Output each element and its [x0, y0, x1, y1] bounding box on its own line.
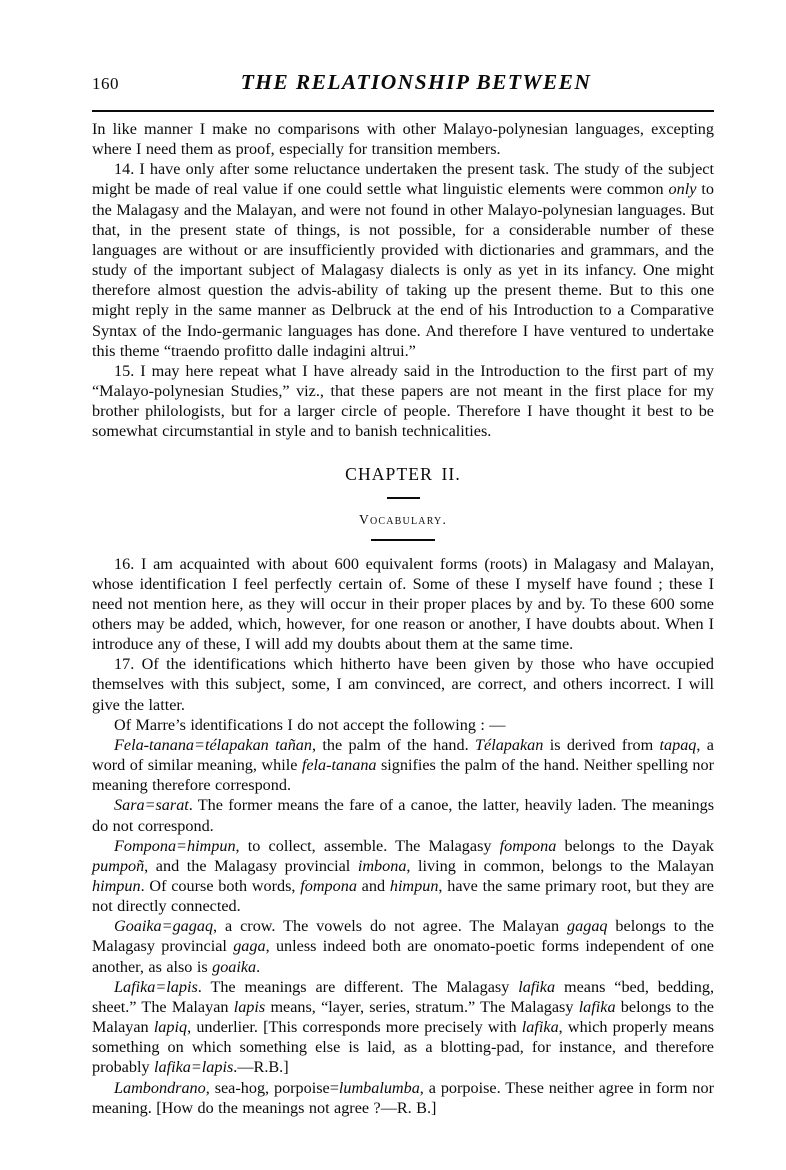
paragraph-text: Of Marre’s identifications I do not accept the following : — [114, 715, 506, 734]
entry-text: belongs to the Malayan [92, 997, 714, 1037]
entry-text: , living in common, belongs to the Malayan [406, 856, 714, 875]
paragraph-text-part: 14. I have only after some reluctance undertaken the present task. The study of the subject might be made of real value if one could settle what linguistic elements were common [92, 160, 714, 199]
entry-text: and [356, 877, 390, 895]
vocabulary-entry [92, 1078, 714, 1118]
section-divider-rule [371, 539, 435, 541]
emphasis-only: only [668, 180, 697, 199]
entry-italic-term: gaga [233, 937, 266, 956]
entry-text: , and the Malagasy provincial [144, 856, 358, 875]
chapter-title: CHAPTER II. [345, 463, 461, 484]
entry-italic-term: gagaq [567, 917, 608, 936]
vocabulary-entry [92, 977, 714, 1078]
paragraph-text-part: to the Malagasy and the Malayan, and were not found in other Malayo-polynesian languages. But that, in the present state of things, is not possible, for a considerable number of these languages are without or are insufficiently provided with dictionaries and grammars, and the study of the important subject of Malagasy dialects is only as yet in its infancy. One might therefore almost question the advis-ability of taking up the present theme. But to this one might reply in the same manner as Delbruck at the end of his Introduction to a Comparative Syntax of the Indo-germanic languages has done. And therefore I have ventured to undertake this theme “traendo profitto dalle indagini altrui.” [92, 180, 714, 360]
entry-text: , a crow. The vowels do not agree. The Malayan [213, 917, 568, 936]
entry-italic-term: himpun [92, 877, 141, 895]
section-title-vocabulary: Vocabulary. [358, 511, 448, 527]
body-text-block [92, 119, 714, 1118]
paragraph-14 [92, 159, 714, 361]
chapter-divider-rule [387, 497, 420, 499]
entry-text: , a word of similar meaning, while [92, 735, 714, 775]
running-title: THE RELATIONSHIP BETWEEN [240, 70, 592, 94]
entry-italic-term: himpun [389, 877, 439, 895]
vocabulary-entry [92, 735, 714, 795]
entry-text: . The meanings are different. The Malagasy [197, 977, 519, 996]
entry-text: belongs to the Malagasy provincial [92, 917, 714, 956]
entry-text: .—R.B.] [233, 1058, 289, 1077]
entry-text: belongs to the Dayak [556, 836, 714, 855]
vocabulary-entry [92, 836, 714, 917]
paragraph-text: 17. Of the identifications which hitherto have been given by those who have occupied themselves with this subject, some, I am convinced, are correct, and others incorrect. I will give the latter. [92, 655, 714, 714]
entry-italic-term: fompona [300, 877, 357, 895]
entry-italic-term: goaika [212, 957, 257, 976]
vocabulary-entry [92, 795, 714, 835]
paragraph-text: In like manner I make no comparisons with other Malayo-polynesian languages, excepting where I need them as proof, especially for transition members. [92, 120, 714, 159]
entry-text: signifies the palm of the hand. Neither spelling nor meaning therefore correspond. [92, 756, 714, 795]
page-number: 160 [92, 74, 119, 93]
entry-text: means “bed, bedding, sheet.” The Malayan [92, 977, 715, 1016]
entry-italic-term: lafika [518, 977, 556, 996]
entry-italic-term: lafika [578, 997, 616, 1016]
chapter-heading-block [92, 464, 714, 541]
entry-text: , a porpoise. These neither agree in form nor meaning. [How do the meanings not agree ?—R. B.] [92, 1078, 714, 1117]
running-head [92, 70, 714, 100]
paragraph-text: 16. I am acquainted with about 600 equivalent forms (roots) in Malagasy and Malayan, whose identification I feel perfectly certain of. Some of these I myself have found ; these I need not mention here, as they will occur in their proper places by and by. To these 600 some others may be added, which, however, for one reason or another, I have doubts about. When I introduce any of these, I will add my doubts about them at the same time. [92, 554, 714, 654]
vocabulary-entry [92, 916, 714, 976]
paragraph-text: 15. I may here repeat what I have already said in the Introduction to the first part of my “Malayo-polynesian Studies,” viz., that these papers are not meant in the first place for my brother philologists, but for a larger circle of people. Therefore I have thought it best to be somewhat circumstantial in style and to banish technicalities. [92, 361, 714, 441]
entry-italic-term: Télapakan [475, 735, 544, 754]
entry-text: means, “layer, series, stratum.” The Malagasy [265, 997, 579, 1016]
paragraph-continued [92, 119, 714, 159]
entry-italic-term: imbona [357, 856, 407, 875]
entry-italic-term: lumbalumba [338, 1078, 420, 1097]
entry-headword: Goaika=gagaq [114, 917, 214, 936]
entry-italic-term: lafika=lapis [154, 1058, 234, 1077]
entry-italic-term: tapaq [659, 735, 697, 754]
entry-text: . The former means the fare of a canoe, the latter, heavily laden. The meanings do not correspond. [92, 796, 714, 835]
entry-italic-term: pumpoñ [92, 856, 145, 875]
entry-italic-term: lapis [233, 997, 266, 1016]
entry-text: , unless indeed both are onomato-poetic forms independent of one another, as also is [92, 937, 714, 976]
entry-italic-term: lapiq [153, 1018, 188, 1037]
entry-headword: Fompona=himpun [114, 836, 236, 855]
entry-text: , have the same primary root, but they are not directly connected. [92, 877, 714, 916]
entry-text: , the palm of the hand. [312, 735, 476, 754]
entry-headword: Fela-tanana=télapakan tañan [114, 735, 312, 754]
entry-text: is derived from [543, 735, 660, 754]
entry-text: , to collect, assemble. The Malagasy [235, 836, 500, 855]
entry-italic-term: lafika [521, 1018, 559, 1037]
paragraph-marre [92, 715, 714, 735]
paragraph-17 [92, 654, 714, 714]
paragraph-15 [92, 361, 714, 442]
entry-headword: Sara=sarat [114, 796, 189, 815]
entry-text: , underlier. [This corresponds more precisely with [187, 1018, 522, 1037]
entry-text: , which properly means something on which something else is laid, as a blotting-pad, for instance, and therefore probably [92, 1018, 714, 1077]
entry-text: . Of course both words, [140, 877, 301, 895]
entry-italic-term: fompona [499, 836, 557, 855]
entry-headword: Lafika=lapis [114, 977, 198, 996]
entry-text: , sea-hog, porpoise= [205, 1078, 339, 1097]
paragraph-16 [92, 554, 714, 655]
entry-italic-term: fela-tanana [301, 756, 377, 775]
entry-headword: Lambondrano [114, 1078, 206, 1097]
header-divider-rule [92, 110, 714, 112]
entry-text: . [256, 957, 261, 976]
